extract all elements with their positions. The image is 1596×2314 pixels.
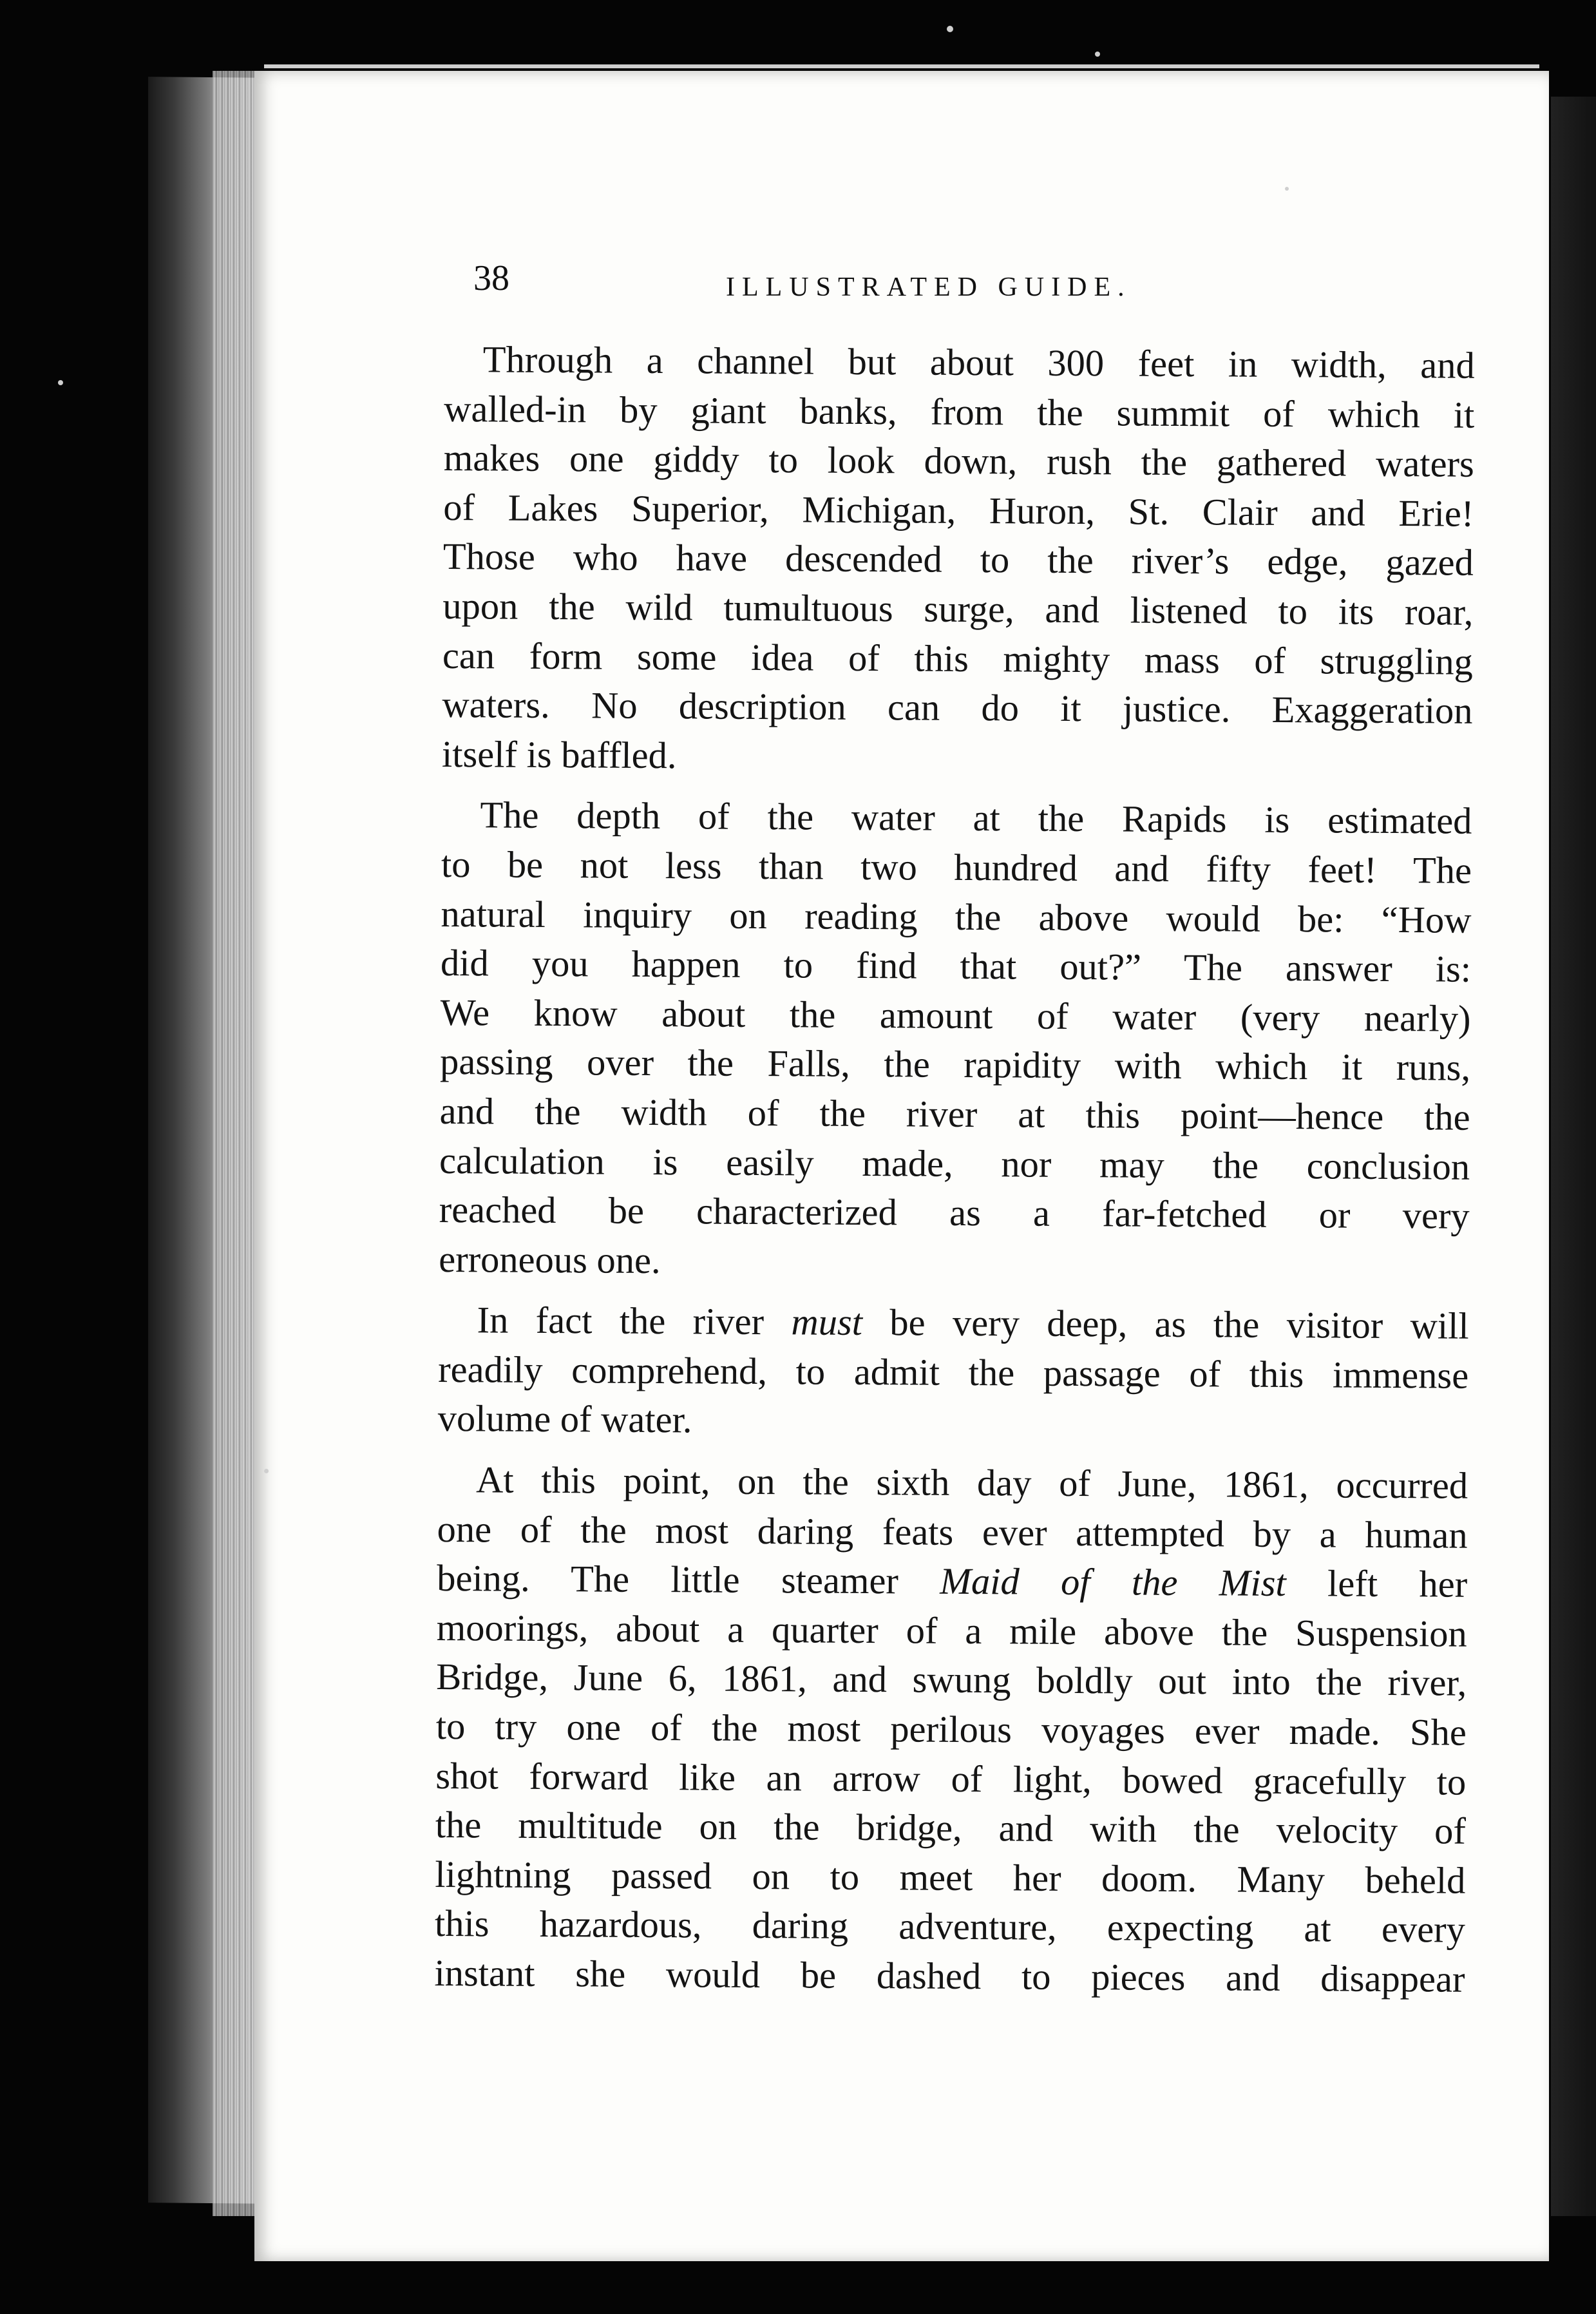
- text-line: shot forward like an arrow of light, bowed gracefully to: [435, 1754, 1467, 1803]
- text-line: waters. No description can do it justice. Exaggeration: [442, 684, 1473, 732]
- text-line: natural inquiry on reading the above would be: “How: [441, 892, 1472, 941]
- text-line: to try one of the most perilous voyages ever made. She: [435, 1705, 1467, 1754]
- vessel-name: Maid of the Mist: [940, 1560, 1286, 1605]
- page-header: [473, 258, 1246, 309]
- dust-speck: [1095, 52, 1100, 57]
- text-line: makes one giddy to look down, rush the gathered waters: [443, 437, 1475, 485]
- text-line: can form some idea of this mighty mass of struggling: [442, 634, 1474, 683]
- text-fragment: left her: [1286, 1562, 1468, 1605]
- text-line: readily comprehend, to admit the passage of this immense: [437, 1348, 1469, 1397]
- text-line: We know about the amount of water (very nearly): [440, 991, 1471, 1040]
- text-line: one of the most daring feats ever attempted by a human: [437, 1507, 1468, 1556]
- text-fragment: In fact the river: [477, 1299, 792, 1343]
- text-fragment: be very deep, as the visitor will: [862, 1301, 1469, 1348]
- text-line: At this point, on the sixth day of June, 1861, occurred: [475, 1458, 1468, 1507]
- text-line: of Lakes Superior, Michigan, Huron, St. Clair and Erie!: [443, 486, 1474, 535]
- text-line: Through a channel but about 300 feet in width, and: [482, 338, 1475, 387]
- text-line: upon the wild tumultuous surge, and listened to its roar,: [442, 584, 1474, 633]
- text-line: and the width of the river at this point—hence the: [439, 1089, 1470, 1138]
- paragraph-1: [442, 335, 1475, 785]
- dust-speck: [264, 1469, 269, 1473]
- text-line: moorings, about a quarter of a mile above the Suspension: [436, 1606, 1467, 1655]
- text-line: did you happen to find that out?” The answer is:: [440, 942, 1472, 990]
- paragraph-3: [437, 1296, 1468, 1450]
- text-line: erroneous one.: [439, 1238, 661, 1281]
- text-line: to be not less than two hundred and fifty feet! The: [441, 843, 1472, 892]
- running-title: ILLUSTRATED GUIDE.: [726, 273, 1132, 302]
- dust-speck: [1285, 187, 1289, 191]
- paragraph-2: [439, 790, 1472, 1290]
- emphasis-text: must: [791, 1301, 863, 1344]
- text-line: [437, 1554, 1467, 1609]
- text-line: Bridge, June 6, 1861, and swung boldly out into the river,: [436, 1656, 1467, 1705]
- text-line: reached be characterized as a far-fetched or very: [439, 1189, 1470, 1237]
- text-line: instant she would be dashed to pieces and disappear: [434, 1951, 1465, 2000]
- text-line: itself is baffled.: [441, 732, 677, 776]
- page-number: 38: [473, 258, 509, 298]
- book-right-edge: [1551, 97, 1596, 2216]
- page-body: [434, 335, 1475, 2004]
- text-line: the multitude on the bridge, and with the velocity of: [435, 1804, 1467, 1852]
- text-fragment: being. The little steamer: [437, 1557, 940, 1602]
- dust-speck: [947, 26, 953, 32]
- text-line: Those who have descended to the river’s edge, gazed: [442, 535, 1474, 584]
- text-line: volume of water.: [437, 1397, 692, 1441]
- text-line: this hazardous, daring adventure, expecting at every: [434, 1902, 1466, 1951]
- text-line: [438, 1296, 1468, 1351]
- text-line: The depth of the water at the Rapids is estimated: [480, 794, 1472, 843]
- text-line: calculation is easily made, nor may the conclusion: [439, 1139, 1470, 1188]
- text-line: lightning passed on to meet her doom. Many beheld: [435, 1853, 1466, 1902]
- dust-speck: [58, 380, 63, 385]
- page-top-edge: [264, 64, 1539, 68]
- paragraph-4: [434, 1455, 1468, 2004]
- text-line: passing over the Falls, the rapidity with which it runs,: [439, 1040, 1471, 1089]
- text-line: walled-in by giant banks, from the summit of which it: [444, 387, 1475, 436]
